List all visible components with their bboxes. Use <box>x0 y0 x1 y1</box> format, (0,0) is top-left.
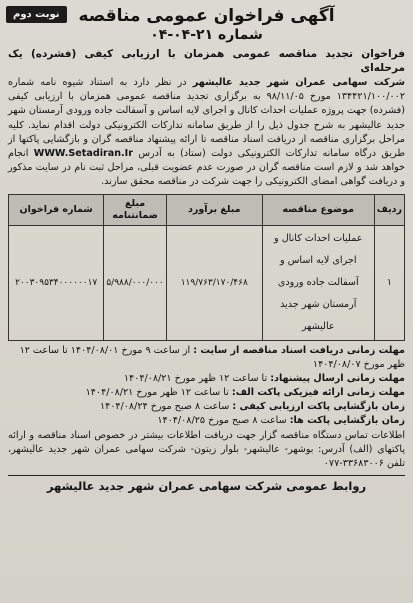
eval-opening-label: زمان بازگشایی پاکت ارزیابی کیفی : <box>232 400 405 412</box>
header-subject: موضوع مناقصه <box>262 194 374 225</box>
round-badge: نوبت دوم <box>6 6 67 23</box>
doc-deadline-value: از ساعت ۹ مورخ ۱۴۰۴/۰۸/۰۱ تا ساعت ۱۲ ظهر مورخ ۱۴۰۴/۰۸/۰۷ <box>19 344 405 370</box>
table-row <box>9 225 405 340</box>
open-value: ساعت ۸ صبح مورخ ۱۴۰۴/۰۸/۲۵ <box>157 414 290 426</box>
cell-subject: عملیات احداث کانال و اجرای لایه اساس و آسفالت جاده ورودی آرمستان شهر جدید عالیشهر <box>262 225 374 340</box>
notice-number: شماره ۲۱-۰۴-۰۴ <box>150 27 263 43</box>
organization-name: شرکت سهامی عمران شهر جدید عالیشهر <box>192 77 405 88</box>
bid-deadline-value: تا ساعت ۱۲ ظهر مورخ ۱۴۰۴/۰۸/۲۱ <box>123 372 271 384</box>
header-row-number: ردیف <box>374 194 404 225</box>
header-tender-number: شماره فراخوان <box>9 194 104 225</box>
notice-title: آگهی فراخوان عمومی مناقصه <box>78 6 335 26</box>
body-text-part2: انجام خواهد شد و لازم است مناقصه گران در صورت عدم عضویت قبلی، مراحل ثبت نام در سایت مذکور و دریافت گواهی امضای الکترونیکی را جهت شرکت در مناقصه محقق سازند. <box>8 148 405 188</box>
cell-tender-number: ۲۰۰۳۰۹۵۳۴۰۰۰۰۰۰۱۷ <box>9 225 104 340</box>
setad-website-link[interactable]: WWW.Setadiran.Ir <box>33 148 133 160</box>
bid-submission-deadline <box>8 372 405 386</box>
table-header-row <box>9 194 405 225</box>
tender-table <box>8 194 405 341</box>
physical-envelope-deadline <box>8 386 405 400</box>
header-estimate: مبلغ برآورد <box>166 194 262 225</box>
body-text-part1: در نظر دارد به استناد شیوه نامه شماره ۱۳۴۴۲۱/۱۰۰/۰۰۲ مورخ ۹۸/۱۱/۰۵ به برگزاری تجدید مناقصه عمومی همزمان با ارزیابی کیفی (فشرده) جهت پروژه عملیات احداث کانال و اجرای لایه اساس و آسفالت جاده ورودی آرمستان شهر جدید عالیشهر به شرح جدول ذیل را از طریق سامانه تدارکات الکترونیکی دولت اقدام نماید. کلیه مراحل برگزاری مناقصه از دریافت اسناد مناقصه تا ارائه پیشنهاد مناقصه گران و بازگشایی پاکتها از طریق درگاه سامانه تدارکات الکترونیکی دولت (ستاد) به آدرس <box>8 77 406 160</box>
public-relations-footer: روابط عمومی شرکت سهامی عمران شهر جدید عالیشهر <box>8 475 405 493</box>
header-guarantee: مبلغ ضمانتنامه <box>104 194 166 225</box>
doc-download-deadline <box>8 344 405 372</box>
quality-evaluation-opening <box>8 400 405 414</box>
bid-deadline-label: مهلت زمانی ارسال پیشنهاد: <box>270 372 405 384</box>
cell-row-number: ۱ <box>374 225 404 340</box>
eval-opening-value: ساعت ۸ صبح مورخ ۱۴۰۴/۰۸/۲۴ <box>99 400 233 412</box>
notice-body <box>8 76 405 190</box>
cell-guarantee: ۵/۹۸۸/۰۰۰/۰۰۰ <box>104 225 166 340</box>
physical-deadline-label: مهلت زمانی ارائه فیزیکی پاکت الف: <box>231 386 405 398</box>
cell-estimate: ۱۱۹/۷۶۳/۱۷۰/۴۶۸ <box>166 225 262 340</box>
physical-deadline-value: تا ساعت ۱۲ ظهر مورخ ۱۴۰۴/۰۸/۲۱ <box>85 386 232 398</box>
open-label: زمان بازگشایی پاکت ها: <box>289 414 405 426</box>
contact-info: اطلاعات تماس دستگاه مناقصه گزار جهت دریافت اطلاعات بیشتر در خصوص اسناد مناقصه و ارائه پاکتهای (الف) آدرس: بوشهر- عالیشهر- بلوار زیتون- شرکت سهامی عمران شهر جدید عالیشهر، تلفن ۳۳۶۸۳۰۰۶-۰۷۷ <box>8 429 405 469</box>
envelopes-opening <box>8 414 405 428</box>
doc-deadline-label: مهلت زمانی دریافت اسناد مناقصه از سایت : <box>193 344 405 356</box>
notice-subtitle: فراخوان تجدید مناقصه عمومی همزمان با ارزیابی کیفی (فشرده) یک مرحله‌ای <box>8 48 405 74</box>
